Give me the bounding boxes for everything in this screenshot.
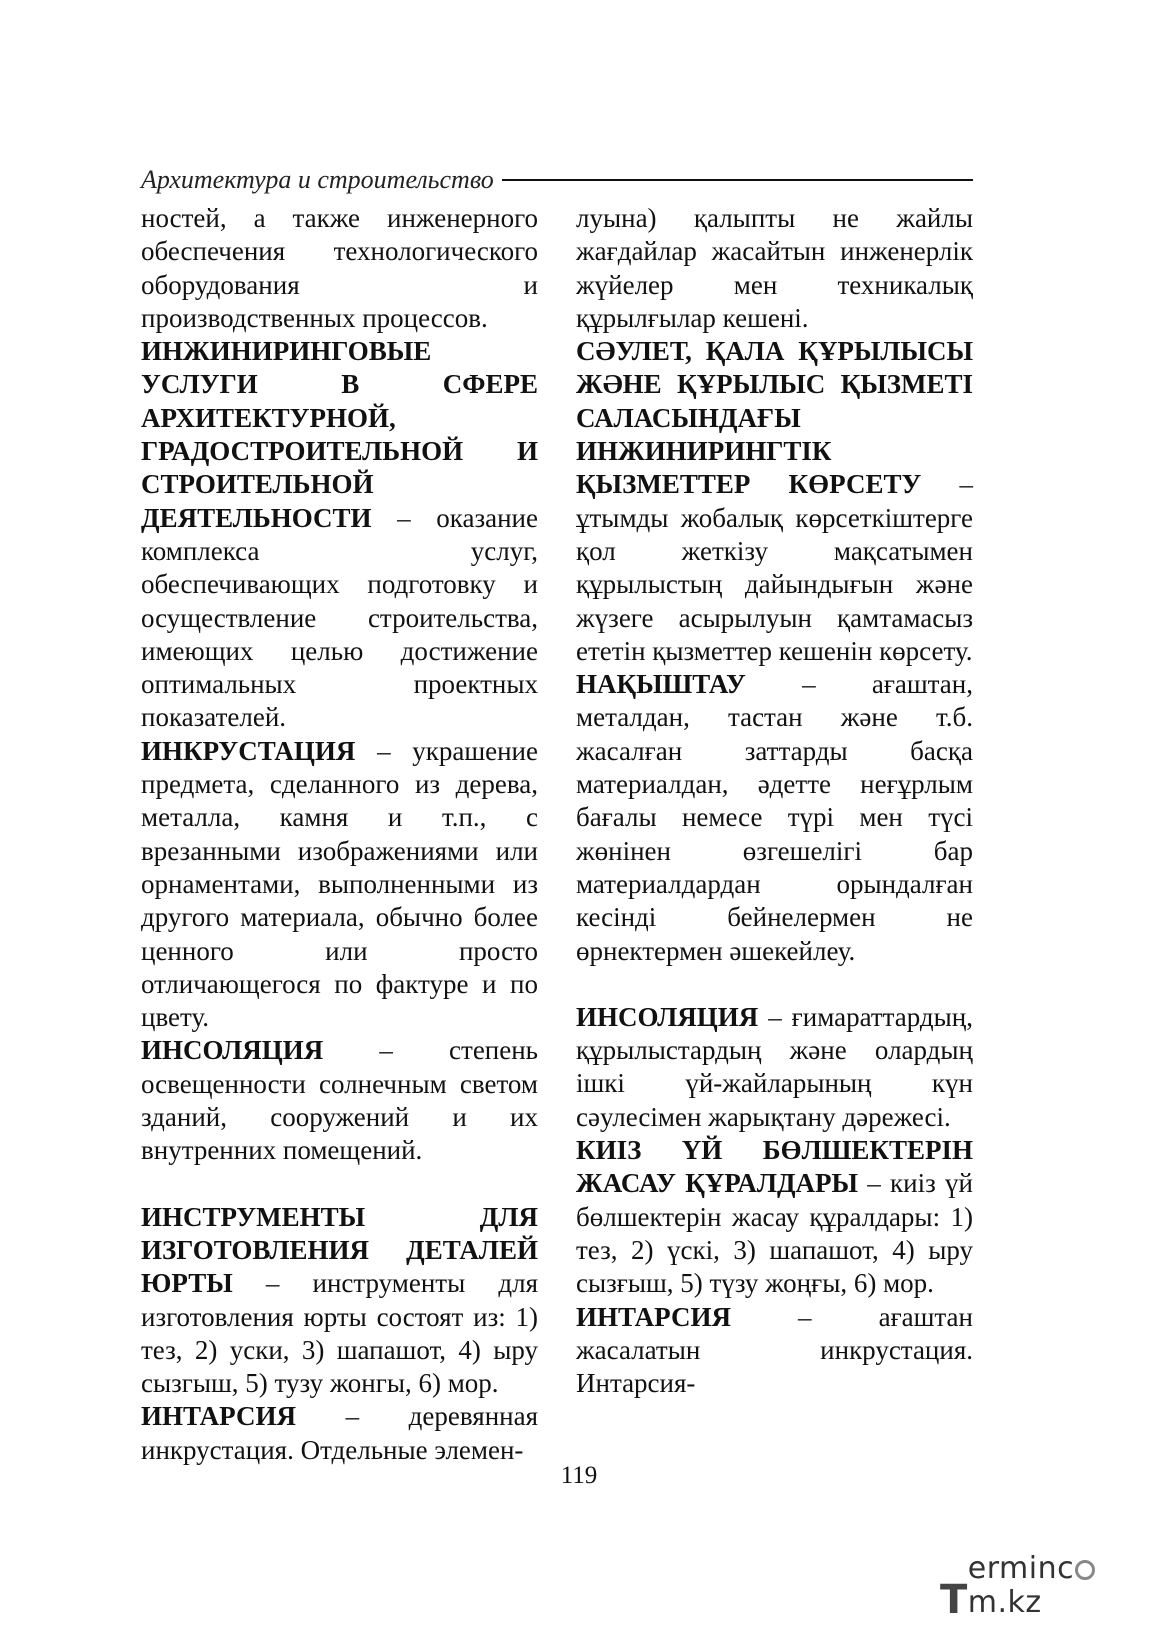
entry-term: ИНТАРСИЯ <box>576 1301 731 1332</box>
entry-definition: – ғимараттардың, құрылыстардың және олардың ішкі үй-жайларының күн сәулесімен жарықтану дәрежесі. <box>576 1001 973 1132</box>
running-header <box>141 160 973 200</box>
entry-text: луына) қалыпты не жайлы жағдайлар жасайтын инженерлік жүйелер мен техникалық құрылғылар кешені. <box>576 203 973 333</box>
spacer <box>141 1168 538 1201</box>
entry-term: ИНТАРСИЯ <box>141 1401 296 1432</box>
entry-definition: – ұтымды жобалық көрсеткіштерге қол жеткізу мақсатымен құрылыстың дайындығын және жүзеге асырылуын қамтамасыз ететін қызметтер кешенін көрсету. <box>576 469 973 666</box>
entry-definition: – степень освещенности солнечным светом зданий, сооружений и их внутренних помещений. <box>141 1035 538 1166</box>
entry-term: ИНКРУСТАЦИЯ <box>141 735 356 766</box>
entry-text: ностей, а также инженерного обеспечения технологического оборудования и производственных процессов. <box>141 203 538 333</box>
left-column <box>141 202 538 1467</box>
entry-term: КИІЗ ҮЙ БӨЛШЕКТЕРІН ЖАСАУ ҚҰРАЛДАРЫ <box>576 1135 973 1199</box>
entry-term: ИНСТРУМЕНТЫ ДЛЯ ИЗГОТОВЛЕНИЯ ДЕТАЛЕЙ ЮРТЫ <box>141 1201 538 1299</box>
entry-continuation <box>576 202 973 335</box>
entry-yurt-tools <box>141 1201 538 1401</box>
entry-definition: – ағаштан жасалатын инкрустация. Интарсия- <box>576 1301 973 1399</box>
watermark-part: ermin <box>967 1551 1058 1586</box>
header-rule <box>502 179 973 181</box>
right-column <box>576 202 973 1400</box>
entry-inlay-kz <box>576 668 973 968</box>
watermark-text <box>968 1552 1148 1620</box>
entry-term: СӘУЛЕТ, ҚАЛА ҚҰРЫЛЫСЫ ЖӘНЕ ҚҰРЫЛЫС ҚЫЗМЕТІ САЛАСЫНДАҒЫ ИНЖИНИРИНГТІК ҚЫЗМЕТТЕР КӨРСЕТУ <box>576 336 973 500</box>
entry-definition: – деревянная инкрустация. Отдельные элемен- <box>141 1401 538 1465</box>
entry-engineering-services <box>141 335 538 735</box>
entry-definition: – ағаштан, металдан, тастан және т.б. жасалған заттарды басқа материалдан, әдетте неғұрлым бағалы немесе түрі мен түсі жөнінен өзгешелігі бар материалдардан орындалған кесінді бейнелермен не өрнектермен әшекейлеу. <box>576 669 973 966</box>
spacer <box>576 968 973 1001</box>
entry-continuation <box>141 202 538 335</box>
header-title: Архитектура и строительство <box>141 165 494 194</box>
watermark-part: m.kz <box>967 1585 1042 1620</box>
entry-term: ИНСОЛЯЦИЯ <box>141 1035 324 1066</box>
entry-definition: – инструменты для изготовления юрты состоят из: 1) тез, 2) уски, 3) шапашот, 4) ыру сызгыш, 5) тузу жонгы, 6) мор. <box>141 1268 538 1399</box>
entry-definition: – киіз үй бөлшектерін жасау құралдары: 1) тез, 2) үскі, 3) шапашот, 4) ыру сызғыш, 5) түзу жоңғы, 6) мор. <box>576 1168 973 1299</box>
entry-term: ИНЖИНИРИНГОВЫЕ УСЛУГИ В СФЕРЕ АРХИТЕКТУРНОЙ, ГРАДОСТРОИТЕЛЬНОЙ И СТРОИТЕЛЬНОЙ ДЕЯТЕЛЬНОСТИ <box>141 336 538 533</box>
entry-insolation <box>141 1034 538 1167</box>
entry-intarsia <box>141 1400 538 1467</box>
watermark-t: T <box>940 1577 968 1623</box>
entry-definition: – оказание комплекса услуг, обеспечивающих подготовку и осуществление строительства, имеющих целью достижение оптимальных проектных показателей. <box>141 502 538 733</box>
entry-engineering-services-kz <box>576 335 973 668</box>
entry-definition: – украшение предмета, сделанного из дерева, металла, камня и т.п., с врезанными изображениями или орнаментами, выполненными из другого материала, обычно более ценного или просто отличающегося по фактуре и по цвету. <box>141 735 538 1033</box>
watermark-logo[interactable] <box>940 1551 1148 1623</box>
entry-insolation-kz <box>576 1001 973 1134</box>
entry-term: НАҚЫШТАУ <box>576 669 746 700</box>
entry-inlay <box>141 735 538 1035</box>
magnifier-icon <box>1075 1560 1095 1580</box>
page-number: 119 <box>560 1462 598 1489</box>
entry-term: ИНСОЛЯЦИЯ <box>576 1001 759 1032</box>
entry-yurt-tools-kz <box>576 1134 973 1300</box>
entry-intarsia-kz <box>576 1301 973 1401</box>
watermark-part: c <box>1057 1551 1075 1586</box>
